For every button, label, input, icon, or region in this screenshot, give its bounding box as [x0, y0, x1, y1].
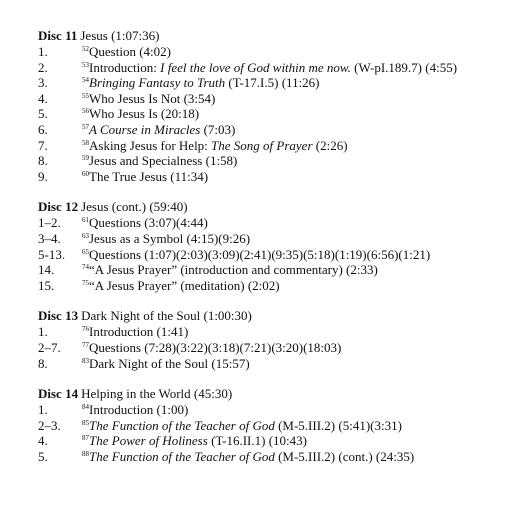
track-number: 5.: [38, 448, 48, 464]
track-number: 9.: [38, 168, 48, 184]
footnote-marker: 77: [82, 340, 89, 349]
track-number: 2–7.: [38, 339, 61, 355]
track-title-italic: A Course in Miracles: [89, 121, 201, 137]
track-title-italic: I feel the love of God within me now.: [160, 59, 351, 75]
track-title: Question (4:02): [89, 44, 171, 59]
track-number: 3.: [38, 75, 48, 91]
footnote-marker: 58: [82, 138, 89, 147]
track-title: Introduction:: [89, 59, 161, 75]
disc-section: [38, 386, 504, 464]
track-title-italic: The Function of the Teacher of God: [89, 448, 275, 464]
track-title: Questions (7:28)(3:22)(3:18)(7:21)(3:20)(18:03): [89, 339, 342, 355]
track-text: [82, 122, 504, 138]
track-title: Jesus and Specialness (1:58): [89, 153, 238, 169]
track-reference: (M-5.III.2) (cont.) (24:35): [274, 448, 415, 464]
track-text: [82, 231, 504, 247]
track-title-italic: The Power of Holiness: [89, 433, 208, 449]
footnote-marker: 59: [82, 154, 89, 163]
track-number: 1.: [38, 44, 48, 59]
track-number: 2–3.: [38, 417, 61, 433]
footnote-marker: 85: [82, 418, 89, 427]
footnote-marker: 53: [82, 60, 89, 69]
track-reference: (T-17.I.5) (11:26): [225, 75, 320, 91]
track-title-italic: Bringing Fantasy to Truth: [89, 75, 226, 91]
track-row: [38, 278, 504, 294]
track-title: Introduction (1:00): [89, 402, 189, 418]
track-text: [82, 340, 504, 356]
track-row: [38, 169, 504, 185]
track-reference: (T-16.II.1) (10:43): [207, 433, 307, 449]
track-row: [38, 215, 504, 231]
track-title: Introduction (1:41): [89, 324, 189, 340]
footnote-marker: 83: [82, 356, 89, 365]
footnote-marker: 55: [82, 91, 89, 100]
track-row: [38, 340, 504, 356]
track-row: [38, 60, 504, 76]
track-number: 7.: [38, 137, 48, 153]
track-text: [82, 169, 504, 185]
track-number: 5-13.: [38, 246, 66, 262]
disc-section: [38, 28, 504, 184]
disc-section: [38, 199, 504, 293]
track-title-italic: The Song of Prayer: [211, 137, 313, 153]
track-number: 4.: [38, 90, 48, 106]
track-listing: [38, 28, 504, 479]
track-title: Dark Night of the Soul (15:57): [89, 355, 250, 371]
track-number: 14.: [38, 262, 55, 278]
track-row: [38, 262, 504, 278]
track-row: [38, 75, 504, 91]
track-text: [82, 60, 504, 76]
disc-label: Disc 13: [38, 308, 79, 324]
track-row: [38, 231, 504, 247]
track-row: [38, 402, 504, 418]
footnote-marker: 56: [82, 107, 89, 116]
track-title: Jesus as a Symbol (4:15)(9:26): [89, 230, 251, 246]
track-number: 5.: [38, 106, 48, 122]
track-reference: (M-5.III.2) (5:41)(3:31): [274, 417, 402, 433]
track-row: [38, 91, 504, 107]
track-text: [82, 91, 504, 107]
disc-section: [38, 308, 504, 371]
footnote-marker: 74: [82, 263, 89, 272]
disc-label: Disc 11: [38, 28, 78, 43]
disc-header: [38, 308, 504, 324]
track-text: [82, 262, 504, 278]
track-title: Asking Jesus for Help:: [89, 137, 212, 153]
disc-title: Helping in the World (45:30): [81, 386, 233, 402]
track-title: “A Jesus Prayer” (introduction and commentary) (2:33): [89, 262, 378, 278]
track-text: [82, 106, 504, 122]
disc-title: Dark Night of the Soul (1:00:30): [81, 308, 252, 324]
footnote-marker: 76: [82, 325, 89, 334]
track-text: [82, 247, 504, 263]
track-text: [82, 75, 504, 91]
track-title: The True Jesus (11:34): [89, 168, 209, 184]
track-row: [38, 324, 504, 340]
footnote-marker: 57: [82, 122, 89, 131]
track-text: [82, 44, 504, 60]
track-text: [82, 215, 504, 231]
footnote-marker: 75: [82, 278, 89, 287]
disc-title: Jesus (cont.) (59:40): [81, 199, 188, 215]
disc-title: Jesus (1:07:36): [80, 28, 160, 43]
disc-header: [38, 386, 504, 402]
track-row: [38, 106, 504, 122]
track-number: 1.: [38, 324, 48, 340]
track-number: 6.: [38, 121, 48, 137]
track-row: [38, 356, 504, 372]
track-number: 3–4.: [38, 230, 61, 246]
track-text: [82, 433, 504, 449]
track-number: 1–2.: [38, 215, 61, 231]
track-number: 2.: [38, 59, 48, 75]
track-number: 4.: [38, 433, 48, 449]
track-number: 8.: [38, 355, 48, 371]
track-text: [82, 418, 504, 434]
footnote-marker: 84: [82, 403, 89, 412]
track-title: “A Jesus Prayer” (meditation) (2:02): [89, 277, 280, 293]
track-reference: (2:26): [312, 137, 348, 153]
track-text: [82, 138, 504, 154]
footnote-marker: 54: [82, 76, 89, 85]
footnote-marker: 63: [82, 231, 89, 240]
track-text: [82, 402, 504, 418]
track-row: [38, 138, 504, 154]
track-row: [38, 449, 504, 465]
track-text: [82, 278, 504, 294]
track-text: [82, 153, 504, 169]
track-reference: (7:03): [200, 121, 236, 137]
disc-header: [38, 199, 504, 215]
track-reference: (W-pI.189.7) (4:55): [350, 59, 458, 75]
disc-label: Disc 12: [38, 199, 79, 215]
track-row: [38, 122, 504, 138]
track-row: [38, 247, 504, 263]
footnote-marker: 61: [82, 216, 89, 225]
track-row: [38, 44, 504, 60]
footnote-marker: 88: [82, 449, 89, 458]
track-number: 8.: [38, 153, 48, 169]
track-title: Who Jesus Is (20:18): [89, 106, 200, 122]
track-text: [82, 449, 504, 465]
track-title: Questions (1:07)(2:03)(3:09)(2:41)(9:35)(5:18)(1:19)(6:56)(1:21): [89, 246, 431, 262]
disc-header: [38, 28, 504, 44]
footnote-marker: 87: [82, 434, 89, 443]
track-title-italic: The Function of the Teacher of God: [89, 417, 275, 433]
track-text: [82, 324, 504, 340]
track-number: 15.: [38, 277, 55, 293]
disc-label: Disc 14: [38, 386, 79, 402]
track-row: [38, 418, 504, 434]
footnote-marker: 60: [82, 169, 89, 178]
footnote-marker: 52: [82, 45, 89, 53]
track-title: Who Jesus Is Not (3:54): [89, 90, 216, 106]
track-number: 1.: [38, 402, 48, 418]
track-row: [38, 433, 504, 449]
footnote-marker: 65: [82, 247, 89, 256]
track-text: [82, 356, 504, 372]
track-row: [38, 153, 504, 169]
track-title: Questions (3:07)(4:44): [89, 215, 208, 231]
